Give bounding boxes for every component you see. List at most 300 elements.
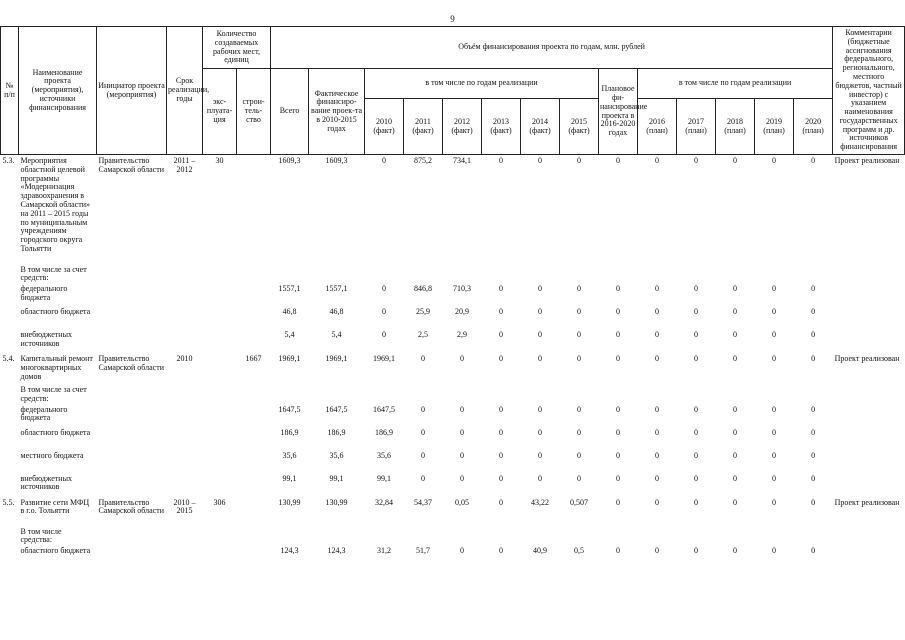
row-jobs-construction: 1667 (245, 354, 262, 364)
row-value: 0 (772, 307, 777, 317)
row-value: 1969,1 (373, 354, 396, 364)
row-value: 846,8 (414, 284, 433, 294)
row-value: 2,9 (457, 330, 468, 340)
header-jobs: Количество создаваемых рабочих мест, единиц (203, 27, 271, 69)
row-value: 0 (772, 354, 777, 364)
row-value (521, 385, 560, 405)
row-term (167, 265, 203, 285)
row-value (560, 385, 599, 405)
row-value: 0 (811, 546, 816, 556)
row-value (560, 527, 599, 547)
row-value: 0 (655, 497, 660, 507)
row-value: 0 (655, 330, 660, 340)
header-year: 2020 (план) (794, 99, 833, 155)
row-value (521, 265, 560, 285)
row-jobs-exploitation (203, 428, 237, 451)
row-jobs-construction (237, 451, 271, 474)
row-value: 710,3 (453, 284, 472, 294)
row-value: 0 (733, 330, 738, 340)
row-value: 1647,5 (373, 404, 396, 414)
row-value: 0 (577, 156, 582, 165)
row-value: 0 (616, 156, 621, 165)
row-initiator (97, 527, 167, 547)
row-value: 0 (733, 546, 738, 556)
row-jobs-construction (237, 284, 271, 307)
row-initiator: Правительство Самарской области (98, 156, 164, 174)
row-value: 0 (811, 284, 816, 294)
row-value: 0 (694, 307, 699, 317)
row-value (755, 265, 794, 285)
row-jobs-construction (237, 307, 271, 330)
row-value: 0 (655, 404, 660, 414)
row-value: 0 (772, 473, 777, 483)
row-value: 0 (733, 497, 738, 507)
row-number: 5.4. (2, 354, 15, 364)
row-value (309, 385, 365, 405)
row-value (271, 265, 309, 285)
row-number (1, 405, 19, 428)
row-name: Капитальный ремонт многоквартирных домов (20, 354, 93, 381)
row-term (167, 428, 203, 451)
row-value (716, 385, 755, 405)
row-comment (833, 451, 905, 474)
row-value: 0 (538, 427, 543, 437)
row-name: федерального бюджета (20, 284, 68, 302)
row-value: 0 (499, 284, 504, 294)
row-value (638, 265, 677, 285)
header-year: 2010 (факт) (365, 99, 404, 155)
row-initiator (97, 284, 167, 307)
row-number (1, 451, 19, 474)
row-value: 35,6 (329, 450, 344, 460)
source-row (1, 330, 905, 353)
source-row (1, 284, 905, 307)
row-value: 0 (538, 156, 543, 165)
row-value: 0 (460, 546, 465, 556)
row-jobs-exploitation: 30 (215, 156, 224, 165)
row-number (1, 474, 19, 497)
row-value: 0 (499, 497, 504, 507)
row-jobs-construction (237, 405, 271, 428)
row-value: 32,84 (375, 497, 394, 507)
row-value: 40,9 (533, 546, 548, 556)
row-value: 25,9 (416, 307, 431, 317)
row-value: 0 (499, 354, 504, 364)
header-planned: Плановое фи-нансирование проекта в 2016-2020 годах (599, 69, 638, 155)
row-value: 0 (421, 404, 426, 414)
row-value: 0 (733, 427, 738, 437)
row-term (167, 546, 203, 569)
row-value: 0 (694, 450, 699, 460)
row-value (365, 527, 404, 547)
row-value: 0 (382, 307, 387, 317)
row-comment (833, 284, 905, 307)
row-value (309, 265, 365, 285)
row-value: 0 (577, 284, 582, 294)
row-initiator: Правительство Самарской области (98, 354, 164, 372)
row-name: внебюджетных источников (20, 473, 72, 492)
row-value: 0,5 (574, 546, 585, 556)
row-value: 0 (733, 404, 738, 414)
row-value: 0 (616, 404, 621, 414)
header-year: 2016 (план) (638, 99, 677, 155)
row-name: областного бюджета (20, 427, 91, 437)
row-value (716, 527, 755, 547)
row-value: 130,99 (325, 497, 348, 507)
row-value: 0 (772, 404, 777, 414)
header-total: Всего (271, 69, 309, 155)
row-value (365, 385, 404, 405)
source-row (1, 474, 905, 497)
row-number (1, 307, 19, 330)
row-value: 0 (811, 404, 816, 414)
header-year: 2015 (факт) (560, 99, 599, 155)
row-comment: Проект реализован (834, 156, 900, 165)
row-value: 186,9 (375, 427, 394, 437)
row-value: 1647,5 (325, 404, 348, 414)
row-value: 0 (460, 473, 465, 483)
row-value: 0 (733, 354, 738, 364)
header-plan-years: в том числе по годам реализации (638, 69, 833, 99)
row-initiator (97, 451, 167, 474)
row-term (167, 474, 203, 497)
row-value: 99,1 (282, 473, 297, 483)
source-row (1, 546, 905, 569)
row-number (1, 330, 19, 353)
row-comment (833, 265, 905, 285)
row-value: 875,2 (414, 156, 433, 165)
row-value: 0 (655, 156, 660, 165)
row-value: 0 (772, 284, 777, 294)
row-initiator (97, 428, 167, 451)
row-value: 0 (655, 546, 660, 556)
row-value: 0 (811, 354, 816, 364)
header-year: 2017 (план) (677, 99, 716, 155)
row-value: 0 (694, 404, 699, 414)
row-value (482, 385, 521, 405)
row-initiator (97, 330, 167, 353)
header-jobs-exploitation: экс-плуата-ция (203, 69, 237, 155)
row-value: 0 (733, 473, 738, 483)
project-row (1, 155, 905, 265)
row-value (404, 527, 443, 547)
row-value: 0 (616, 473, 621, 483)
row-value: 0 (499, 427, 504, 437)
row-jobs-exploitation (203, 546, 237, 569)
row-value: 0 (733, 307, 738, 317)
row-jobs-construction (237, 527, 271, 547)
row-jobs-exploitation (203, 330, 237, 353)
row-value: 0 (616, 330, 621, 340)
row-value (365, 265, 404, 285)
row-value (677, 385, 716, 405)
page-number: 9 (450, 14, 455, 24)
row-comment: Проект реализован (834, 354, 900, 364)
row-value: 186,9 (327, 427, 346, 437)
row-value (599, 385, 638, 405)
row-term: 2010 (176, 354, 193, 364)
row-jobs-exploitation (203, 284, 237, 307)
source-row (1, 307, 905, 330)
header-year: 2018 (план) (716, 99, 755, 155)
row-name: Развитие сети МФЦ в г.о. Тольятти (20, 497, 90, 516)
row-comment (833, 428, 905, 451)
row-jobs-construction (237, 546, 271, 569)
row-value: 0 (577, 427, 582, 437)
row-value: 0 (460, 354, 465, 364)
row-jobs-exploitation (203, 474, 237, 497)
row-value (716, 265, 755, 285)
row-value: 0 (538, 404, 543, 414)
row-value (599, 265, 638, 285)
row-value: 0 (538, 473, 543, 483)
row-jobs-construction (237, 385, 271, 405)
header-year: 2019 (план) (755, 99, 794, 155)
row-value: 0 (460, 427, 465, 437)
row-value: 0 (499, 156, 504, 165)
row-value: 0 (616, 307, 621, 317)
row-value: 1557,1 (325, 284, 348, 294)
row-comment (833, 527, 905, 547)
row-value: 35,6 (282, 450, 297, 460)
row-value: 0 (811, 473, 816, 483)
row-number (1, 385, 19, 405)
source-label-row (1, 385, 905, 405)
row-jobs-exploitation (203, 385, 237, 405)
row-number (1, 428, 19, 451)
row-term: 2010 – 2015 (173, 497, 196, 516)
row-value: 0 (421, 427, 426, 437)
row-jobs-construction (237, 155, 271, 265)
row-value: 0 (577, 330, 582, 340)
row-value: 43,22 (531, 497, 550, 507)
row-value: 0 (811, 156, 816, 165)
row-value: 0 (499, 307, 504, 317)
row-value (560, 265, 599, 285)
row-comment (833, 307, 905, 330)
row-name: Мероприятия областной целевой программы «Модернизация здравоохранения в Самарской области» на 2011 – 2015 годы по муниципальным учреждениям городского округа Тольятти (20, 156, 90, 253)
row-value (443, 265, 482, 285)
row-jobs-exploitation (203, 451, 237, 474)
row-value: 0 (772, 497, 777, 507)
row-jobs-exploitation (203, 353, 237, 385)
row-value: 35,6 (377, 450, 392, 460)
row-term (167, 405, 203, 428)
row-value: 130,99 (278, 497, 301, 507)
header-fact-total: Фактическое финансиро-вание проек-та в 2010-2015 годах (309, 69, 365, 155)
row-initiator: Правительство Самарской области (98, 497, 164, 516)
row-value: 734,1 (453, 156, 472, 165)
row-value: 0 (655, 427, 660, 437)
row-name: В том числе средства: (20, 526, 62, 545)
row-term: 2011 – 2012 (173, 156, 196, 174)
row-value: 1647,5 (278, 404, 301, 414)
row-value: 0 (577, 354, 582, 364)
row-value (521, 527, 560, 547)
header-name: Наименование проекта (мероприятия), источники финансирования (19, 27, 97, 155)
row-value: 2,5 (418, 330, 429, 340)
row-initiator (97, 265, 167, 285)
row-value (638, 527, 677, 547)
project-row (1, 497, 905, 527)
row-number: 5.3. (2, 156, 15, 165)
source-row (1, 451, 905, 474)
row-number (1, 284, 19, 307)
project-row (1, 353, 905, 385)
row-value (404, 385, 443, 405)
row-value: 0 (772, 156, 777, 165)
row-value: 0 (616, 284, 621, 294)
row-value (443, 385, 482, 405)
row-name: областного бюджета (20, 307, 91, 317)
row-value: 0 (655, 450, 660, 460)
row-name: местного бюджета (20, 450, 84, 460)
header-jobs-construction: строи-тель-ство (237, 69, 271, 155)
row-value: 0 (811, 497, 816, 507)
row-value: 0 (616, 497, 621, 507)
row-jobs-construction (237, 265, 271, 285)
row-value: 0 (811, 330, 816, 340)
row-value: 46,8 (282, 307, 297, 317)
row-number (1, 527, 19, 547)
row-value: 0 (460, 450, 465, 460)
header-year: 2014 (факт) (521, 99, 560, 155)
row-value: 0 (577, 450, 582, 460)
row-value: 99,1 (377, 473, 392, 483)
row-term (167, 307, 203, 330)
row-value: 0,05 (455, 497, 470, 507)
row-value: 0 (772, 450, 777, 460)
row-value: 0 (382, 156, 387, 165)
row-term (167, 451, 203, 474)
row-value: 0 (694, 330, 699, 340)
row-value: 0 (538, 450, 543, 460)
row-value: 0 (694, 497, 699, 507)
row-value: 0 (382, 284, 387, 294)
table-body (1, 155, 905, 570)
row-jobs-exploitation (203, 527, 237, 547)
header-fact-years: в том числе по годам реализации (365, 69, 599, 99)
header-term: Срок реализации, годы (167, 27, 203, 155)
row-value: 0 (655, 284, 660, 294)
row-initiator (97, 405, 167, 428)
row-value: 0 (811, 450, 816, 460)
row-value: 0 (655, 473, 660, 483)
row-term (167, 385, 203, 405)
row-value: 0 (499, 473, 504, 483)
row-value: 0 (772, 330, 777, 340)
header-volume: Объём финансирования проекта по годам, млн. рублей (271, 27, 833, 69)
row-value: 1609,3 (325, 156, 348, 165)
row-value: 0 (655, 354, 660, 364)
row-comment (833, 405, 905, 428)
row-value: 0 (772, 546, 777, 556)
row-jobs-construction (237, 428, 271, 451)
row-value: 0 (694, 546, 699, 556)
row-value (677, 527, 716, 547)
row-value: 0 (538, 354, 543, 364)
row-value: 0 (382, 330, 387, 340)
row-comment (833, 546, 905, 569)
row-value: 0 (616, 427, 621, 437)
financing-table (0, 26, 905, 569)
row-value: 0 (577, 473, 582, 483)
row-value: 0 (694, 473, 699, 483)
row-initiator (97, 385, 167, 405)
header-year: 2013 (факт) (482, 99, 521, 155)
row-value (309, 527, 365, 547)
row-value: 0 (499, 546, 504, 556)
row-value: 5,4 (331, 330, 342, 340)
row-value: 1609,3 (278, 156, 301, 165)
row-term (167, 527, 203, 547)
row-value: 0 (577, 307, 582, 317)
row-value (443, 527, 482, 547)
row-value: 0 (499, 450, 504, 460)
row-value: 0 (538, 330, 543, 340)
row-value: 0 (694, 284, 699, 294)
row-value (755, 527, 794, 547)
row-value: 0 (772, 427, 777, 437)
row-value: 0 (616, 354, 621, 364)
row-jobs-exploitation (203, 307, 237, 330)
row-jobs-exploitation (203, 405, 237, 428)
row-value: 51,7 (416, 546, 431, 556)
row-jobs-construction (237, 330, 271, 353)
row-name: федерального бюджета (20, 404, 68, 423)
row-value: 99,1 (329, 473, 344, 483)
row-initiator (97, 307, 167, 330)
row-value (599, 527, 638, 547)
header-initiator: Инициатор проекта (мероприятия) (97, 27, 167, 155)
row-value: 0 (733, 284, 738, 294)
row-value: 0 (538, 307, 543, 317)
row-value: 0 (733, 450, 738, 460)
row-number (1, 265, 19, 285)
row-comment: Проект реализован (834, 497, 900, 507)
row-name: В том числе за счет средств: (20, 385, 87, 403)
source-label-row (1, 527, 905, 547)
row-number (1, 546, 19, 569)
row-value: 0 (421, 473, 426, 483)
row-value: 1557,1 (278, 284, 301, 294)
row-term (167, 284, 203, 307)
row-value: 0 (421, 450, 426, 460)
row-value (482, 527, 521, 547)
row-value: 0 (655, 307, 660, 317)
row-comment (833, 330, 905, 353)
header-year: 2012 (факт) (443, 99, 482, 155)
row-number: 5.5. (2, 497, 15, 507)
row-value: 0 (811, 307, 816, 317)
row-value: 0 (616, 546, 621, 556)
header-year: 2011 (факт) (404, 99, 443, 155)
table-header (1, 27, 905, 155)
row-value (794, 527, 833, 547)
row-jobs-exploitation: 306 (213, 497, 226, 507)
header-comment: Комментарии (бюджетные ассигнования федерального, регионального, местного бюджетов, частный инвестор) с указанием наименования государственных программ и др. источников финансирования (833, 27, 905, 155)
row-comment (833, 474, 905, 497)
row-value: 0 (694, 354, 699, 364)
row-value: 0 (421, 354, 426, 364)
row-value: 0,507 (570, 497, 589, 507)
row-value: 0 (811, 427, 816, 437)
source-label-row (1, 265, 905, 285)
row-name: областного бюджета (20, 546, 91, 556)
source-row (1, 428, 905, 451)
row-value (404, 265, 443, 285)
row-jobs-exploitation (203, 265, 237, 285)
